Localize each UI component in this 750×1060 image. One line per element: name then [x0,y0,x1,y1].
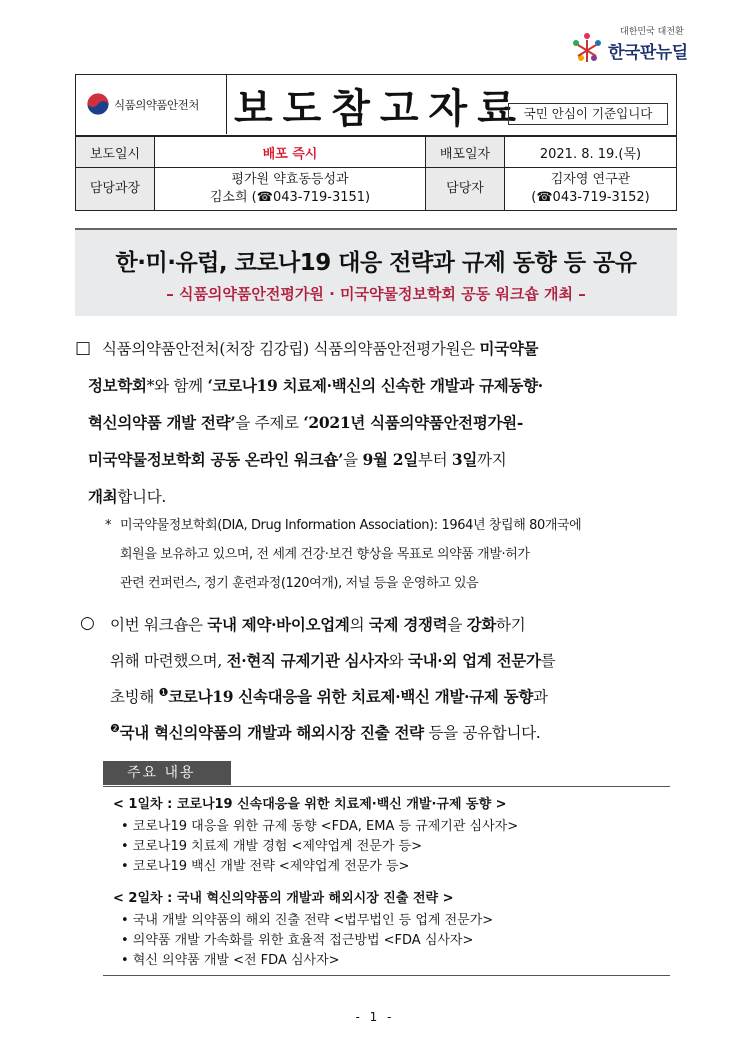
day1-item: • 코로나19 치료제 개발 경험 <제약업계 전문가 등> [121,839,422,854]
footnote-line-2: 회원을 보유하고 있으며, 전 세계 건강·보건 향상을 목표로 의약품 개발·허가 [120,547,530,562]
summary-heading: 주요 내용 [103,761,231,785]
headline-subtitle: – 식품의약품안전평가원 · 미국약물정보학회 공동 워크숍 개최 – [166,285,586,303]
day1-item: • 코로나19 백신 개발 전략 <제약업계 전문가 등> [121,859,410,874]
circle-bullet: ○ [80,613,95,633]
distribution-date-label: 배포일자 [426,137,505,168]
day1-item: • 코로나19 대응을 위한 규제 동향 <FDA, EMA 등 규제기관 심사자> [121,819,519,834]
day2-title: < 2일차 : 국내 혁신의약품의 개발과 해외시장 진출 전략 > [113,891,454,906]
para1-line-4: 미국약물정보학회 공동 온라인 워크숍’을 9월 2일부터 3일까지 [88,450,507,469]
staff-value [505,168,677,211]
staff-name: 김자영 연구관 [550,172,631,187]
day1-title: < 1일차 : 코로나19 신속대응을 위한 치료제·백신 개발·규제 동향 > [113,797,507,812]
page-number: - 1 - [355,1010,395,1024]
department-head-label: 담당과장 [76,168,155,211]
press-header [75,74,677,136]
korean-new-deal-logo [570,24,720,72]
day2-item: • 의약품 개발 가속화를 위한 효율적 접근방법 <FDA 심사자> [121,933,474,948]
summary-box [103,786,670,976]
footnote-line-3: 관련 컨퍼런스, 정기 훈련과정(120여개), 저널 등을 운영하고 있음 [120,576,479,591]
para2-line-2: 위해 마련했으며, 전·현직 규제기관 심사자와 국내·외 업계 전문가를 [110,651,556,670]
logo-tagline: 대한민국 대전환 [620,27,684,37]
slogan-box: 국민 안심이 기준입니다 [508,103,668,125]
para1-line-5: 개최합니다. [88,487,167,506]
footnote-line-1: 미국약물정보학회(DIA, Drug Information Association): 1964년 창립해 80개국에 [120,518,582,533]
distribution-date-value: 2021. 8. 19.(목) [505,137,677,168]
document-type-title: 보도참고자료 [234,86,526,132]
department-name: 평가원 약효동등성과 [231,172,349,187]
day2-item: • 국내 개발 의약품의 해외 진출 전략 <법무법인 등 업계 전문가> [121,913,494,928]
footnote-star: * [105,518,112,533]
para1-line-1: 식품의약품안전처(처장 김강립) 식품의약품안전평가원은 미국약물 [102,339,539,358]
para2-line-3: 초빙해 $^❶$코로나19 신속대응을 위한 치료제·백신 개발·규제 동향과 [110,685,548,706]
new-deal-star-icon [570,32,604,66]
para2-line-1: 이번 워크숍은 국내 제약·바이오업계의 국제 경쟁력을 강화하기 [110,615,526,634]
headline-title: 한·미·유럽, 코로나19 대응 전략과 규제 동향 등 공유 [115,250,637,276]
day2-item: • 혁신 의약품 개발 <전 FDA 심사자> [121,953,340,968]
staff-label: 담당자 [426,168,505,211]
staff-contact: (☎043-719-3152) [531,190,650,205]
department-head-value [155,168,426,211]
ministry-name: 식품의약품안전처 [114,98,199,112]
para1-line-2: 정보학회*와 함께 ‘코로나19 치료제·백신의 신속한 개발과 규제동향· [88,376,543,395]
headline-block [75,228,677,316]
ministry-block [76,75,227,134]
para2-line-4: $^❷$국내 혁신의약품의 개발과 해외시장 진출 전략 등을 공유합니다. [110,721,541,742]
logo-name: 한국판뉴딜 [608,43,688,63]
square-bullet: □ [75,338,91,358]
para1-line-3: 혁신의약품 개발 전략’을 주제로 ‘2021년 식품의약품안전평가원- [88,413,523,432]
department-head-contact: 김소희 (☎043-719-3151) [209,190,371,205]
government-emblem-icon [86,92,110,116]
release-info-table [75,136,677,211]
release-date-value: 배포 즉시 [155,137,426,168]
release-date-label: 보도일시 [76,137,155,168]
